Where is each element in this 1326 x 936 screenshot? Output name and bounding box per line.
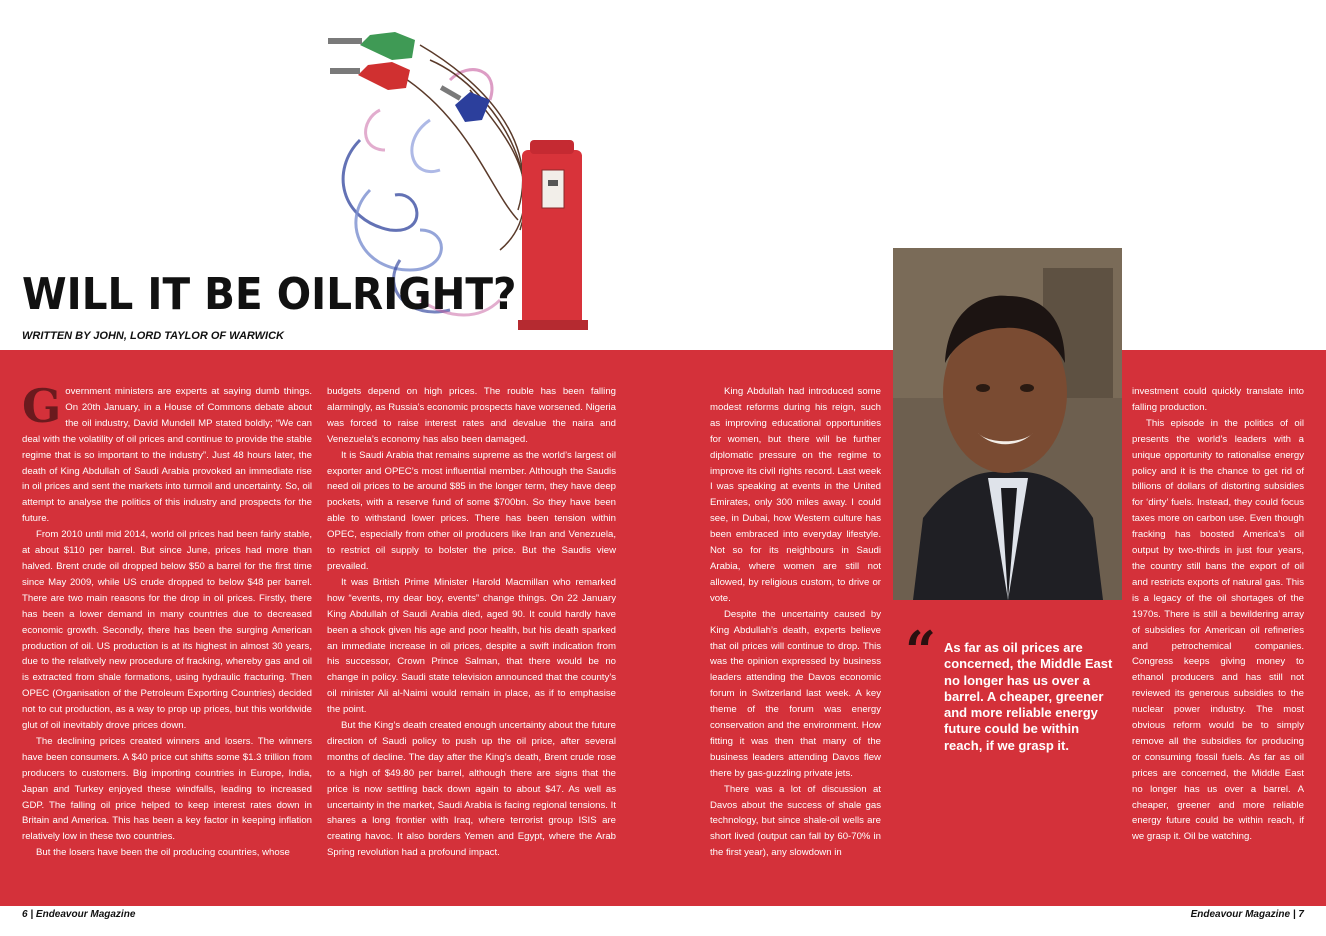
- footer-page-right: Endeavour Magazine | 7: [1190, 909, 1304, 920]
- drop-cap: G: [22, 379, 62, 433]
- hose-lines: [400, 45, 525, 250]
- author-photo: [893, 248, 1122, 600]
- paragraph: But the King’s death created enough uncertainty about the future direction of Saudi policy to push up the oil price, after several months of decline. The day after the King’s death, Brent crude rose to a high of $49.80 per barrel, although there are signs that the price is now settling back down again to about $47. As well as uncertainty in the market, Saudi Arabia is facing regional tensions. It shares a long frontier with Iraq, where terrorist group ISIS are creating havoc. It also borders Yemen and Egypt, where the Arab Spring revolution had a profound impact.: [327, 720, 616, 859]
- fuel-pump-body: [518, 140, 588, 330]
- article-byline: WRITTEN BY JOHN, LORD TAYLOR OF WARWICK: [22, 330, 284, 342]
- paragraph: But the losers have been the oil producing countries, whose: [36, 847, 290, 859]
- footer-page-left: 6 | Endeavour Magazine: [22, 909, 136, 920]
- quote-mark-icon: “: [905, 619, 937, 683]
- article-column-3: [710, 384, 881, 861]
- article-title: WILL IT BE OILRIGHT?: [22, 269, 517, 320]
- paragraph: investment could quickly translate into falling production.: [1132, 386, 1304, 413]
- article-column-1: [22, 379, 312, 861]
- paragraph: The declining prices created winners and losers. The winners have been consumers. A $40 price cut shifts some $1.3 trillion from producers to customers. Big importing countries in Europe, India, Japan and Turkey enjoyed these windfalls, leading to increased GDP. The falling oil price helped to keep interest rates down in Britain and America. This has been a key factor in keeping inflation relatively low in these two countries.: [22, 735, 312, 843]
- nozzle-green-icon: [328, 32, 415, 60]
- paragraph: This episode in the politics of oil presents the world’s leaders with a unique opportunity to rationalise energy policy and it is the chance to get rid of billions of dollars of distorting subsidies for ‘dirty’ fuels. Instead, they could focus taxes more on carbon use. Even though fracking has boosted America’s oil output by two-thirds in just four years, the country still bans the export of oil and restricts exports of natural gas. This is a legacy of the oil shortages of the 1970s. There is still a bewildering array of subsidies for American oil refineries and petrochemical companies. Congress keeps giving money to ethanol producers and has still not reviewed its generous subsidies to the nuclear power industry. The most obvious reform would be to simply remove all the subsidies for producing or consuming fossil fuels. As far as oil prices are concerned, the Middle East no longer has us over a barrel. A cheaper, greener and more reliable energy future could be within reach, if we grasp it. Oil be watching.: [1132, 417, 1304, 843]
- article-column-2: [327, 384, 616, 861]
- nozzle-red-icon: [330, 62, 410, 90]
- paragraph: There was a lot of discussion at Davos about the success of shale gas technology, but since shale-oil wells are short lived (output can fall by 60-70% in the first year), any slowdown in: [710, 783, 881, 859]
- paragraph: Government ministers are experts at saying dumb things. On 20th January, in a House of Commons debate about the oil industry, David Mundell MP stated boldly; “We can deal with the volatility of oil prices and continue to provide the stable regime that is so important to the industry”. Just 48 hours later, the death of King Abdullah of Saudi Arabia provoked an immediate rise in oil prices and sent the markets into turmoil and uncertainty. So, oil attempt to analyse the politics of this industry and prospects for the future.: [22, 379, 312, 525]
- paragraph: It was British Prime Minister Harold Macmillan who remarked how “events, my dear boy, events” change things. On 22 January King Abdullah of Saudi Arabia died, aged 90. It could hardly have been a shock given his age and poor health, but his death sparked an immediate increase in oil prices, despite a swift indication from his successor, Crown Prince Salman, that there would be no change in policy. Saudi state television announced that the county’s oil minister Ali al-Naimi would remain in place, as if to emphasise the point.: [327, 576, 616, 716]
- paragraph: King Abdullah had introduced some modest reforms during his reign, such as improving educational opportunities for women, but there will be further diplomatic pressure on the regime to improve its civil rights record. Last week I was speaking at events in the United Emirates, only 300 miles away. I could see, in Dubai, how Western culture has been embraced into everyday lifestyle. Not so for its neighbours in Saudi Arabia, where women are still not allowed, by religious custom, to drive or vote.: [710, 386, 881, 604]
- paragraph: From 2010 until mid 2014, world oil prices had been fairly stable, at about $110 per barrel. But since June, prices had more than halved. Brent crude oil dropped below $50 a barrel for the first time since May 2009, while US crude dropped to below $48 per barrel. There are two main reasons for the drop in oil prices. Firstly, there has been a lower demand in many countries due to decreased economic growth. Secondly, there has been the surging American production of oil. US production is at its highest in almost 30 years, due to the relatively new procedure of fracking, whereby gas and oil is extracted from shale formations, using hydraulic fracturing. Then OPEC (Organisation of the Petroleum Exporting Countries) decided not to cut production, as a way to prop up prices, but this worldwide glut of oil inevitably drove prices down.: [22, 529, 312, 732]
- paragraph: budgets depend on high prices. The rouble has been falling alarmingly, as Russia’s economic prospects have worsened. Nigeria was forced to raise interest rates and devalue the naira and Venezuela’s economy has also been damaged.: [327, 386, 616, 445]
- paragraph: It is Saudi Arabia that remains supreme as the world’s largest oil exporter and OPEC’s most influential member. Although the Saudis need oil prices to be around $85 in the longer term, they have deep pockets, with a reserve fund of some $700bn. So they have been able to withstand lower prices. There has been tension within OPEC, especially from other oil producers like Iran and Venezuela, to restrict oil supply to bolster the price. But the Saudis view prevailed.: [327, 449, 616, 572]
- article-column-4: [1132, 384, 1304, 845]
- paragraph: Despite the uncertainty caused by King Abdullah’s death, experts believe that oil prices will continue to drop. This was the opinion expressed by business leaders attending the Davos economic forum in Switzerland last week. A key theme of the forum was energy conservation and the environment. How fitting it was then that many of the business leaders attending Davos flew there by gas-guzzling private jets.: [710, 608, 881, 779]
- pull-quote: As far as oil prices are concerned, the Middle East no longer has us over a barrel. A cheaper, greener and more reliable energy future could be within reach, if we grasp it.: [944, 640, 1113, 753]
